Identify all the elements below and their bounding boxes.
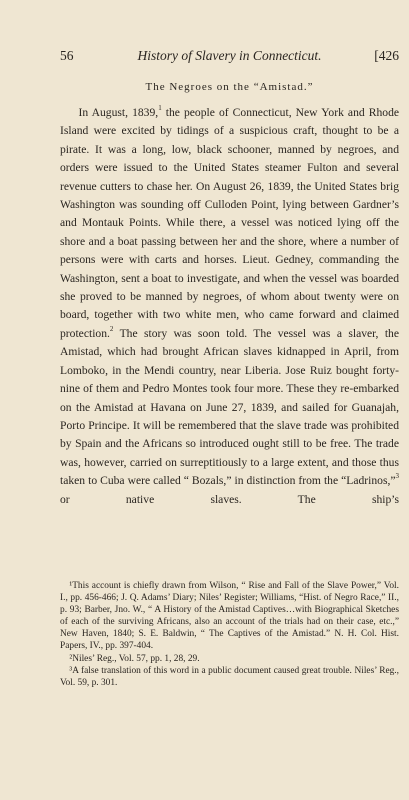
paragraph-text-2: the people of Connecticut, New York and Rhode Island were excited by tidings of a suspicious craft, thought to be a pirate. It was a long, low, black schooner, manned by negroes, and orders were issued to the United States steamer Fulton and several revenue cutters to chase her. On August 26, 1839, the United States brig Washington was sounding off Culloden Point, lying between Gardner’s and Montauk Points. While there, a vessel was noticed lying off the shore and a boat passing between her and the shore, where a number of persons were with carts and horses. Lieut. Gedney, commanding the Washington, sent a boat to investigate, and when the vessel was boarded she proved to be manned by negroes, of whom about twenty were on board, together with two white men, who came forward and claimed protection. — [60, 106, 400, 340]
page-number: 56 — [60, 48, 74, 63]
paragraph-text-3: The story was soon told. The vessel was a slaver, the Amistad, which had brought African slaves kidnapped in April, from Lomboko, in the Mendi country, near Liberia. Jose Ruiz bought forty-nine of them and Pedro Montes took four more. These they re-embarked on the Amistad at Havana on June 27, 1839, and sailed for Guanajah, Porto Principe. It will be remembered that the slave trade was prohibited by Spain and the Africans so introduced ought still to be free. The trade was, however, carried on surreptitiously to a large extent, and those thus taken to Cuba were called “ Bozals,” in distinction from the “Ladrinos,” — [60, 326, 399, 488]
running-title: History of Slavery in Connecticut. — [137, 48, 322, 63]
footnote-ref-2: 2 — [109, 324, 114, 333]
paragraph-text-4: or native slaves. The ship’s — [60, 492, 399, 506]
running-header — [60, 48, 399, 64]
footnote-3: ³A false translation of this word in a public document caused great trouble. Niles’ Reg., Vol. 59, p. 301. — [60, 665, 399, 688]
footnote-ref-3: 3 — [395, 472, 399, 481]
footnotes — [60, 580, 399, 689]
main-text — [60, 104, 399, 509]
bracket-page-number: [426 — [374, 48, 399, 63]
footnote-ref-1: 1 — [158, 104, 162, 112]
body-paragraph — [60, 104, 399, 509]
footnote-1: ¹This account is chiefly drawn from Wilson, “ Rise and Fall of the Slave Power,” Vol. I., pp. 456-466; J. Q. Adams’ Diary; Niles’ Register; Williams, “Hist. of Negro Race,” II., p. 93; Barber, Jno. W., “ A History of the Amistad Captives…with Biographical Sketches of each of the surviving Africans, also an account of the trials had on their case, etc.,” New Haven, 1840; S. E. Baldwin, “ The Captives of the Amistad.” N. H. Col. Hist. Papers, IV., pp. 397-404. — [60, 581, 399, 652]
section-title: The Negroes on the “Amistad.” — [145, 81, 314, 93]
paragraph-text-1: In August, 1839, — [78, 106, 159, 119]
footnote-2: ²Niles’ Reg., Vol. 57, pp. 1, 28, 29. — [69, 653, 200, 664]
